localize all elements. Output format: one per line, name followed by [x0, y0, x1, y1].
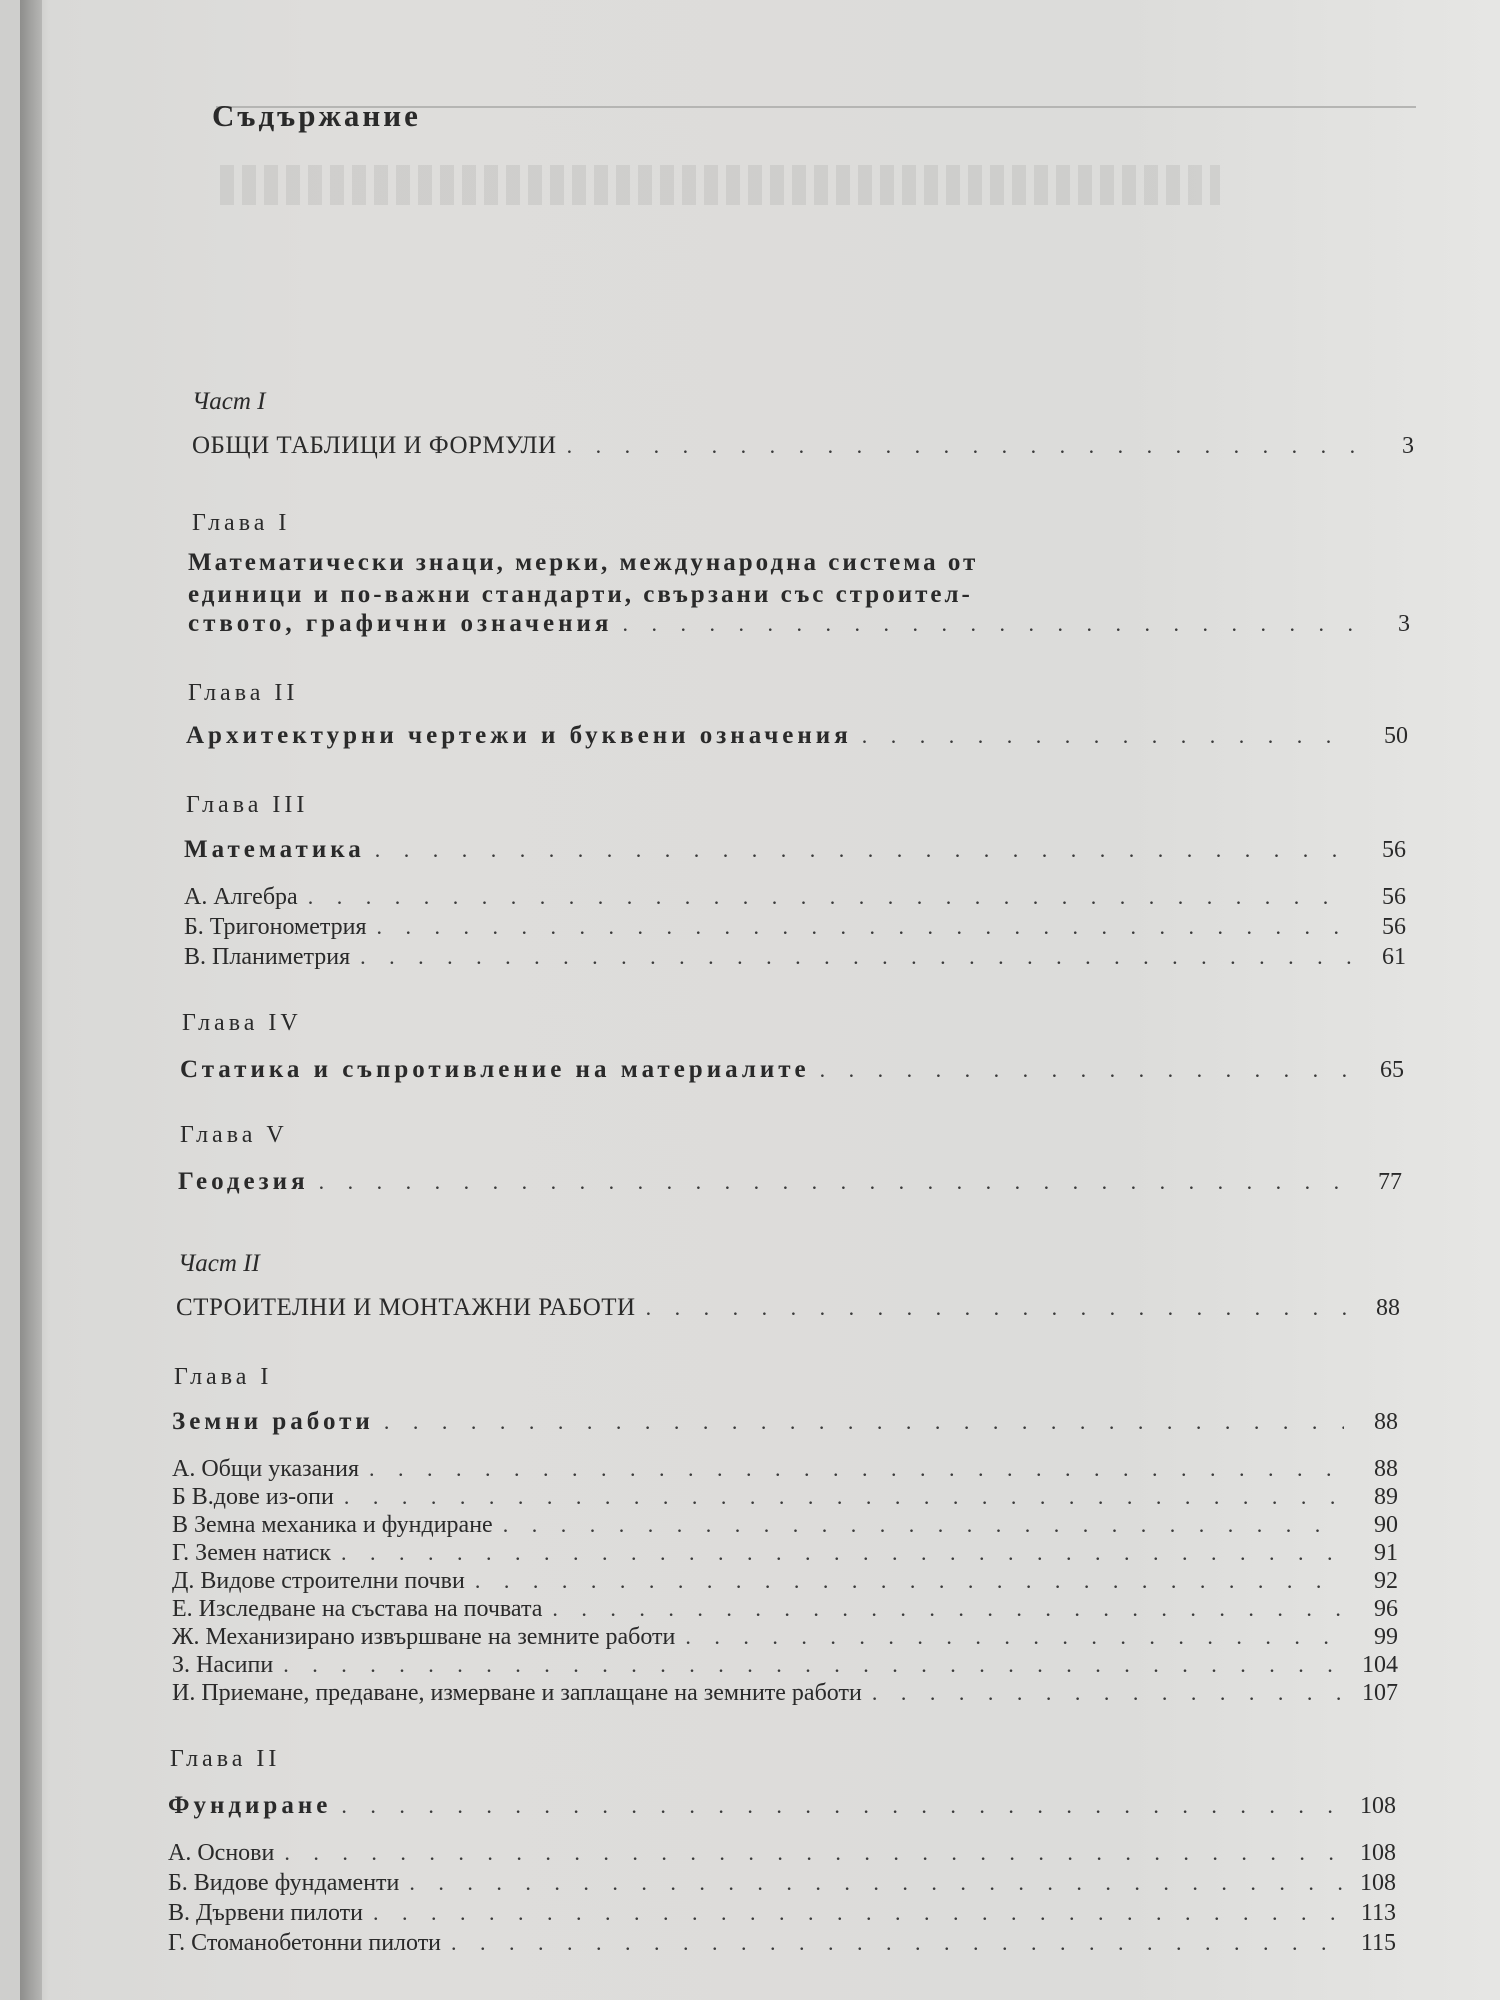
section-title: Б. Видове фундаменти — [168, 1870, 400, 1896]
section-title: Е. Изследване на състава на почвата — [172, 1596, 543, 1622]
section-title: Г. Земен натиск — [172, 1540, 332, 1566]
chapter-title-line: единици и по-важни стандарти, свързани със строител- — [188, 581, 973, 608]
chapter-title: Земни работи — [172, 1408, 374, 1435]
page-number: 108 — [1360, 1793, 1396, 1819]
toc-entry-chapter — [180, 1056, 1404, 1084]
section-title: А. Алгебра — [184, 884, 298, 910]
page-number: 107 — [1362, 1680, 1398, 1706]
book-page — [20, 0, 1500, 2000]
leader-dots — [369, 1456, 1344, 1482]
toc-entry-chapter — [186, 722, 1408, 750]
chapter-title: Математика — [184, 836, 365, 863]
page-number: 88 — [1376, 1295, 1400, 1321]
toc-entry-section — [184, 884, 1406, 911]
toc-entry-section — [172, 1568, 1398, 1595]
toc-entry-section — [172, 1540, 1398, 1567]
section-title: Б. Тригонометрия — [184, 914, 367, 940]
section-title: В. Дървени пилоти — [168, 1900, 363, 1926]
chapter-title: Статика и съпротивление на материалите — [180, 1056, 810, 1083]
leader-dots — [284, 1840, 1342, 1866]
toc-entry-section — [172, 1512, 1398, 1539]
toc-entry-section — [168, 1930, 1396, 1957]
toc-entry-part-1 — [192, 432, 1414, 460]
part-2-title: СТРОИТЕЛНИ И МОНТАЖНИ РАБОТИ — [176, 1294, 636, 1321]
toc-title: Съдържание — [212, 98, 421, 133]
section-title: Д. Видове строителни почви — [172, 1568, 465, 1594]
page-number: 61 — [1382, 944, 1406, 970]
section-title: А. Общи указания — [172, 1456, 360, 1482]
chapter-label: Глава I — [192, 510, 291, 536]
page-number: 56 — [1382, 884, 1406, 910]
section-title: А. Основи — [168, 1840, 275, 1866]
chapter-title: Архитектурни чертежи и буквени означения — [186, 722, 852, 749]
page-number: 3 — [1402, 433, 1414, 459]
toc-entry-section — [172, 1484, 1398, 1511]
section-title: В Земна механика и фундиране — [172, 1512, 493, 1538]
toc-entry-section — [168, 1870, 1396, 1897]
page-binding — [20, 0, 42, 2000]
leader-dots — [341, 1540, 1344, 1566]
page-number: 89 — [1374, 1484, 1398, 1510]
part-1-title: ОБЩИ ТАБЛИЦИ И ФОРМУЛИ — [192, 432, 557, 459]
chapter-label: Глава II — [170, 1746, 281, 1772]
toc-entry-chapter — [188, 610, 1410, 638]
toc-entry-section — [172, 1652, 1398, 1679]
leader-dots — [685, 1624, 1344, 1650]
toc-entry-section — [168, 1840, 1396, 1867]
page-number: 88 — [1374, 1409, 1398, 1435]
leader-dots — [503, 1512, 1344, 1538]
leader-dots — [344, 1484, 1344, 1510]
toc-entry-section — [172, 1624, 1398, 1651]
leader-dots — [308, 884, 1352, 910]
page-number: 104 — [1362, 1652, 1398, 1678]
leader-dots — [375, 837, 1352, 863]
leader-dots — [862, 723, 1354, 749]
toc-entry-chapter — [168, 1792, 1396, 1820]
toc-entry-section — [172, 1456, 1398, 1483]
leader-dots — [872, 1680, 1344, 1706]
page-number: 115 — [1360, 1930, 1396, 1956]
toc-entry-section — [184, 944, 1406, 971]
toc-entry-section — [184, 914, 1406, 941]
page-number: 90 — [1374, 1512, 1398, 1538]
page-number: 65 — [1380, 1057, 1404, 1083]
toc-entry-chapter — [178, 1168, 1402, 1196]
part-2-label: Част II — [178, 1250, 260, 1277]
page-number: 108 — [1360, 1870, 1396, 1896]
page-number: 56 — [1382, 837, 1406, 863]
toc-entry-part-2 — [176, 1294, 1400, 1322]
chapter-title: Фундиране — [168, 1792, 332, 1819]
page-number: 92 — [1374, 1568, 1398, 1594]
section-title: Ж. Механизирано извършване на земните работи — [172, 1624, 676, 1650]
leader-dots — [319, 1169, 1348, 1195]
leader-dots — [622, 611, 1356, 637]
chapter-title-line: ството, графични означения — [188, 610, 613, 637]
leader-dots — [409, 1870, 1342, 1896]
page-number: 77 — [1378, 1169, 1402, 1195]
leader-dots — [567, 433, 1360, 459]
chapter-label: Глава III — [186, 792, 309, 818]
toc-entry-chapter — [172, 1408, 1398, 1436]
leader-dots — [820, 1057, 1350, 1083]
leader-dots — [646, 1295, 1346, 1321]
leader-dots — [552, 1596, 1344, 1622]
bleed-through-text — [220, 165, 1220, 205]
leader-dots — [360, 944, 1352, 970]
page-number: 50 — [1384, 723, 1408, 749]
section-title: З. Насипи — [172, 1652, 274, 1678]
toc-entry-section — [168, 1900, 1396, 1927]
leader-dots — [377, 914, 1352, 940]
leader-dots — [373, 1900, 1342, 1926]
page-number: 88 — [1374, 1456, 1398, 1482]
page-number: 108 — [1360, 1840, 1396, 1866]
section-title: В. Планиметрия — [184, 944, 351, 970]
chapter-label: Глава V — [180, 1122, 288, 1148]
page-number: 99 — [1374, 1624, 1398, 1650]
page-number: 113 — [1360, 1900, 1396, 1926]
leader-dots — [341, 1793, 1342, 1819]
chapter-label: Глава I — [174, 1364, 273, 1390]
section-title: Г. Стоманобетонни пилоти — [168, 1930, 442, 1956]
section-title: Б В.дове из-опи — [172, 1484, 334, 1510]
chapter-title-line: Математически знаци, мерки, международна система от — [188, 549, 979, 576]
page-number: 3 — [1398, 611, 1410, 637]
chapter-title: Геодезия — [178, 1168, 309, 1195]
leader-dots — [283, 1652, 1344, 1678]
chapter-label: Глава II — [188, 680, 299, 706]
part-1-label: Част I — [192, 388, 266, 415]
chapter-label: Глава IV — [182, 1010, 302, 1036]
page-number: 91 — [1374, 1540, 1398, 1566]
leader-dots — [384, 1409, 1344, 1435]
section-title: И. Приемане, предаване, измерване и заплащане на земните работи — [172, 1680, 862, 1706]
page-number: 96 — [1374, 1596, 1398, 1622]
toc-entry-chapter — [184, 836, 1406, 864]
leader-dots — [475, 1568, 1344, 1594]
page-number: 56 — [1382, 914, 1406, 940]
leader-dots — [451, 1930, 1342, 1956]
toc-entry-section — [172, 1680, 1398, 1707]
toc-entry-section — [172, 1596, 1398, 1623]
